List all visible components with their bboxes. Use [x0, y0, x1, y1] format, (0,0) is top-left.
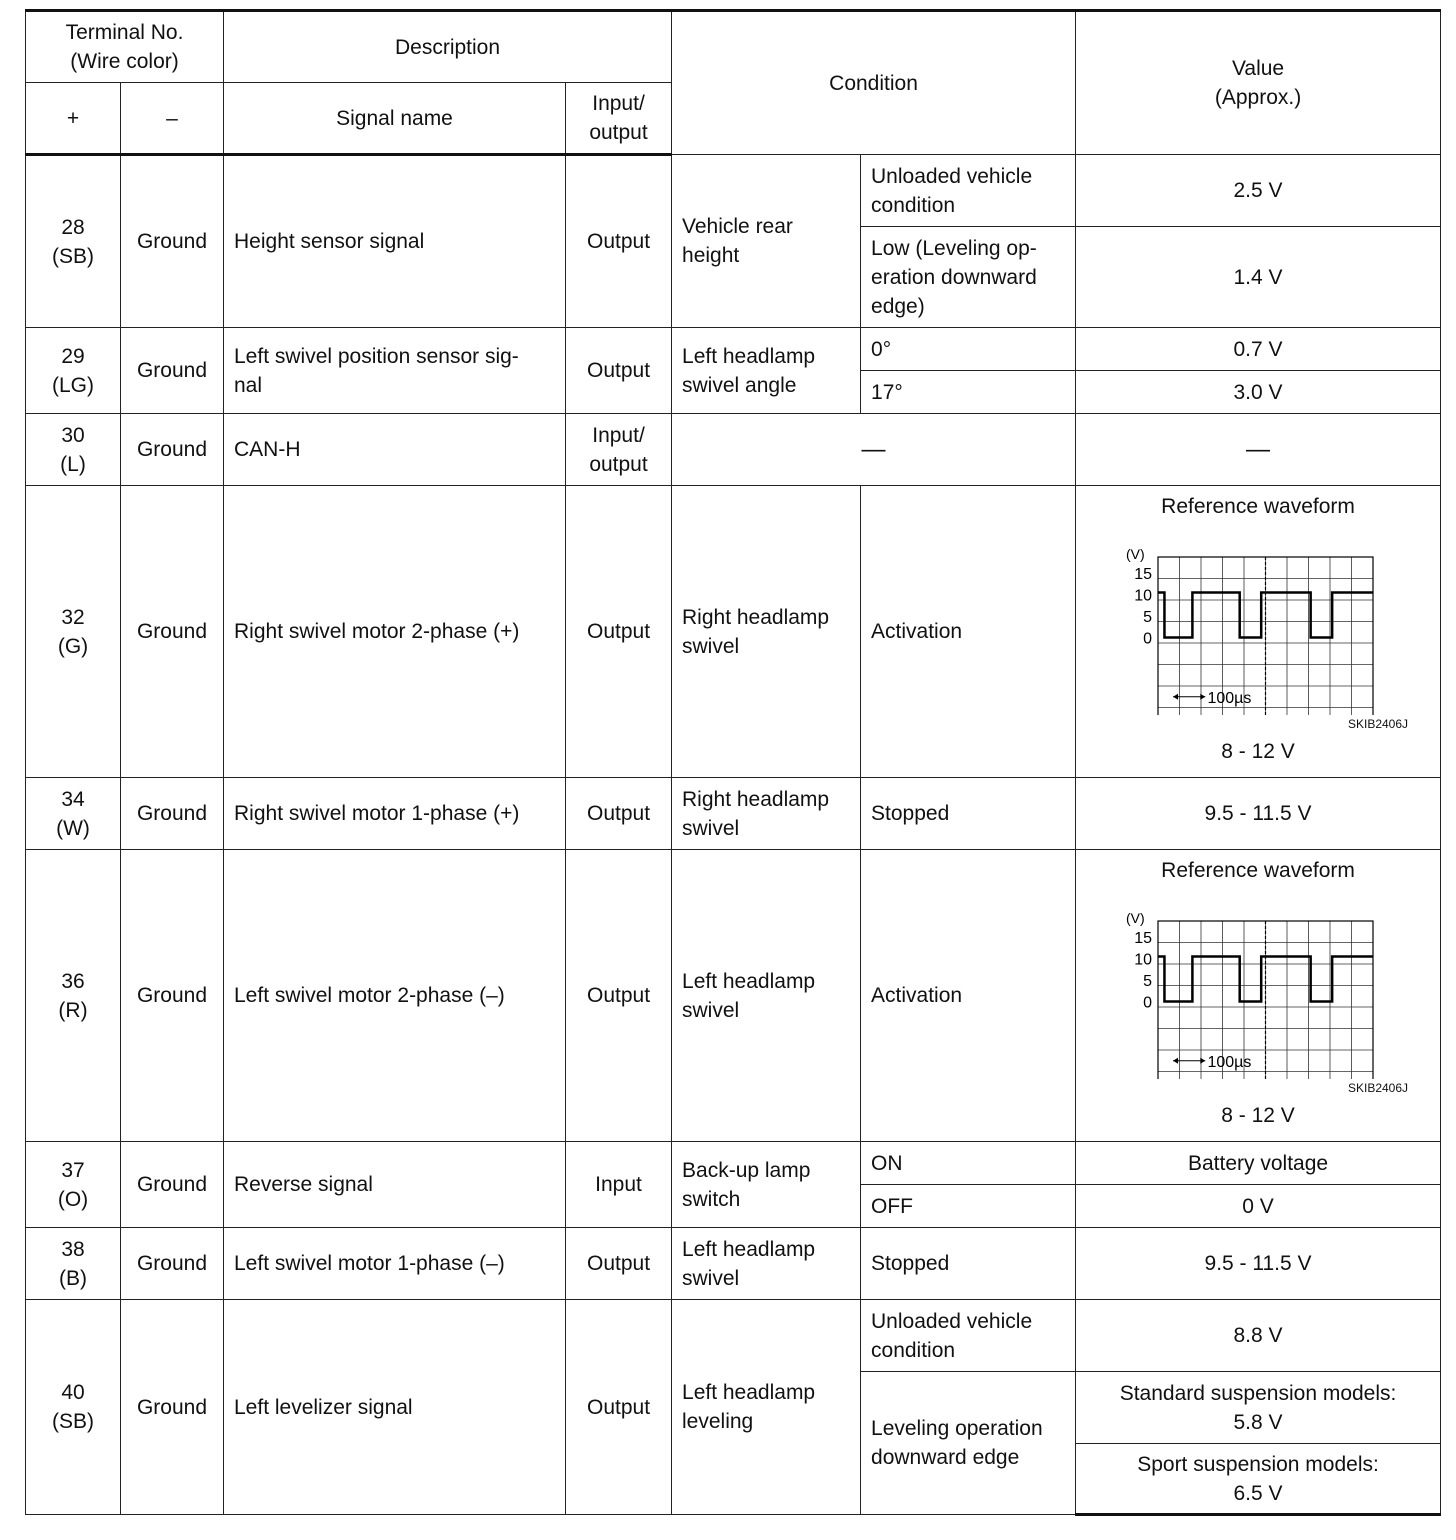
terminal-number: 36 (R) — [26, 850, 121, 1142]
input-output: Input/ output — [566, 414, 672, 486]
y-tick-label: 10 — [1134, 951, 1153, 969]
value-waveform — [1076, 850, 1441, 1142]
signal-name: Right swivel motor 2-phase (+) — [224, 486, 566, 778]
signal-name: Left swivel motor 2-phase (–) — [224, 850, 566, 1142]
input-output: Output — [566, 486, 672, 778]
sub-condition: Stopped — [861, 1228, 1076, 1300]
value: Standard suspension models: 5.8 V — [1076, 1372, 1441, 1444]
time-scale-label: 100µs — [1207, 1053, 1252, 1071]
y-tick-label: 0 — [1143, 630, 1153, 648]
header-minus: – — [121, 83, 224, 155]
sub-condition: OFF — [861, 1185, 1076, 1228]
table-row — [26, 1300, 1441, 1372]
condition: Back-up lamp switch — [672, 1142, 861, 1228]
terminal-number: 38 (B) — [26, 1228, 121, 1300]
signal-name: Left levelizer signal — [224, 1300, 566, 1515]
header-input-output: Input/ output — [566, 83, 672, 155]
header-terminal: Terminal No. (Wire color) — [26, 11, 224, 83]
y-axis-unit: (V) — [1126, 910, 1145, 926]
table-row — [26, 155, 1441, 227]
waveform-grid — [1158, 557, 1373, 715]
signal-name: Height sensor signal — [224, 155, 566, 328]
sub-condition: Leveling operation downward edge — [861, 1372, 1076, 1515]
y-tick-label: 5 — [1143, 609, 1153, 626]
terminal-number: 34 (W) — [26, 778, 121, 850]
sub-condition: ON — [861, 1142, 1076, 1185]
condition: Left headlamp swivel angle — [672, 328, 861, 414]
sub-condition: Stopped — [861, 778, 1076, 850]
terminal-minus: Ground — [121, 778, 224, 850]
y-tick-label: 15 — [1134, 930, 1153, 947]
signal-name: Left swivel position sensor sig- nal — [224, 328, 566, 414]
terminal-number: 40 (SB) — [26, 1300, 121, 1515]
value-waveform — [1076, 486, 1441, 778]
waveform-title: Reference waveform — [1161, 859, 1355, 882]
sub-condition: 17° — [861, 371, 1076, 414]
condition: Right headlamp swivel — [672, 486, 861, 778]
input-output: Output — [566, 155, 672, 328]
value: 1.4 V — [1076, 227, 1441, 328]
table-row — [26, 850, 1441, 1142]
signal-name: Reverse signal — [224, 1142, 566, 1228]
sub-condition: 0° — [861, 328, 1076, 371]
condition: Left headlamp swivel — [672, 850, 861, 1142]
y-tick-label: 0 — [1143, 994, 1153, 1012]
terminal-minus: Ground — [121, 414, 224, 486]
sub-condition: Activation — [861, 486, 1076, 778]
terminal-minus: Ground — [121, 1300, 224, 1515]
table-row — [26, 414, 1441, 486]
header-value: Value (Approx.) — [1076, 11, 1441, 155]
header-plus: + — [26, 83, 121, 155]
signal-name: Right swivel motor 1-phase (+) — [224, 778, 566, 850]
terminal-number: 29 (LG) — [26, 328, 121, 414]
condition: Right headlamp swivel — [672, 778, 861, 850]
terminal-number: 32 (G) — [26, 486, 121, 778]
sub-condition: Activation — [861, 850, 1076, 1142]
waveform-code: SKIB2406J — [1347, 1081, 1409, 1095]
sub-condition: Unloaded vehicle condition — [861, 155, 1076, 227]
terminal-minus: Ground — [121, 486, 224, 778]
value: 9.5 - 11.5 V — [1076, 1228, 1441, 1300]
header-condition: Condition — [672, 11, 1076, 155]
condition: Vehicle rear height — [672, 155, 861, 328]
value: 0 V — [1076, 1185, 1441, 1228]
terminal-number: 28 (SB) — [26, 155, 121, 328]
waveform-figure — [1108, 525, 1408, 733]
waveform-code: SKIB2406J — [1347, 717, 1409, 731]
terminal-minus: Ground — [121, 1228, 224, 1300]
terminal-minus: Ground — [121, 328, 224, 414]
sub-condition: Unloaded vehicle condition — [861, 1300, 1076, 1372]
value: 8 - 12 V — [1221, 740, 1295, 763]
terminal-minus: Ground — [121, 1142, 224, 1228]
terminal-minus: Ground — [121, 850, 224, 1142]
value: Sport suspension models: 6.5 V — [1076, 1444, 1441, 1515]
terminal-table — [25, 9, 1441, 1516]
terminal-number: 30 (L) — [26, 414, 121, 486]
value: 3.0 V — [1076, 371, 1441, 414]
sub-condition: Low (Leveling op- eration downward edge) — [861, 227, 1076, 328]
y-tick-label: 15 — [1134, 566, 1153, 583]
input-output: Input — [566, 1142, 672, 1228]
signal-name: Left swivel motor 1-phase (–) — [224, 1228, 566, 1300]
input-output: Output — [566, 328, 672, 414]
waveform-grid — [1158, 921, 1373, 1079]
input-output: Output — [566, 1228, 672, 1300]
value: Battery voltage — [1076, 1142, 1441, 1185]
waveform-figure — [1108, 889, 1408, 1097]
condition: Left headlamp swivel — [672, 1228, 861, 1300]
input-output: Output — [566, 850, 672, 1142]
value: — — [1076, 414, 1441, 486]
terminal-minus: Ground — [121, 155, 224, 328]
table-row — [26, 778, 1441, 850]
reference-waveform-chart — [1108, 889, 1408, 1079]
input-output: Output — [566, 1300, 672, 1515]
signal-name: CAN-H — [224, 414, 566, 486]
value: 0.7 V — [1076, 328, 1441, 371]
condition: Left headlamp leveling — [672, 1300, 861, 1515]
table-row — [26, 486, 1441, 778]
reference-waveform-chart — [1108, 525, 1408, 715]
value: 8 - 12 V — [1221, 1104, 1295, 1127]
y-tick-label: 10 — [1134, 587, 1153, 605]
header-description: Description — [224, 11, 672, 83]
input-output: Output — [566, 778, 672, 850]
table-row — [26, 328, 1441, 371]
table-row — [26, 1142, 1441, 1185]
y-tick-label: 5 — [1143, 973, 1153, 990]
value: 2.5 V — [1076, 155, 1441, 227]
waveform-title: Reference waveform — [1161, 495, 1355, 518]
value: 9.5 - 11.5 V — [1076, 778, 1441, 850]
table-row — [26, 1228, 1441, 1300]
time-scale-label: 100µs — [1207, 689, 1252, 707]
header-signal-name: Signal name — [224, 83, 566, 155]
condition: — — [672, 414, 1076, 486]
y-axis-unit: (V) — [1126, 546, 1145, 562]
value: 8.8 V — [1076, 1300, 1441, 1372]
terminal-number: 37 (O) — [26, 1142, 121, 1228]
